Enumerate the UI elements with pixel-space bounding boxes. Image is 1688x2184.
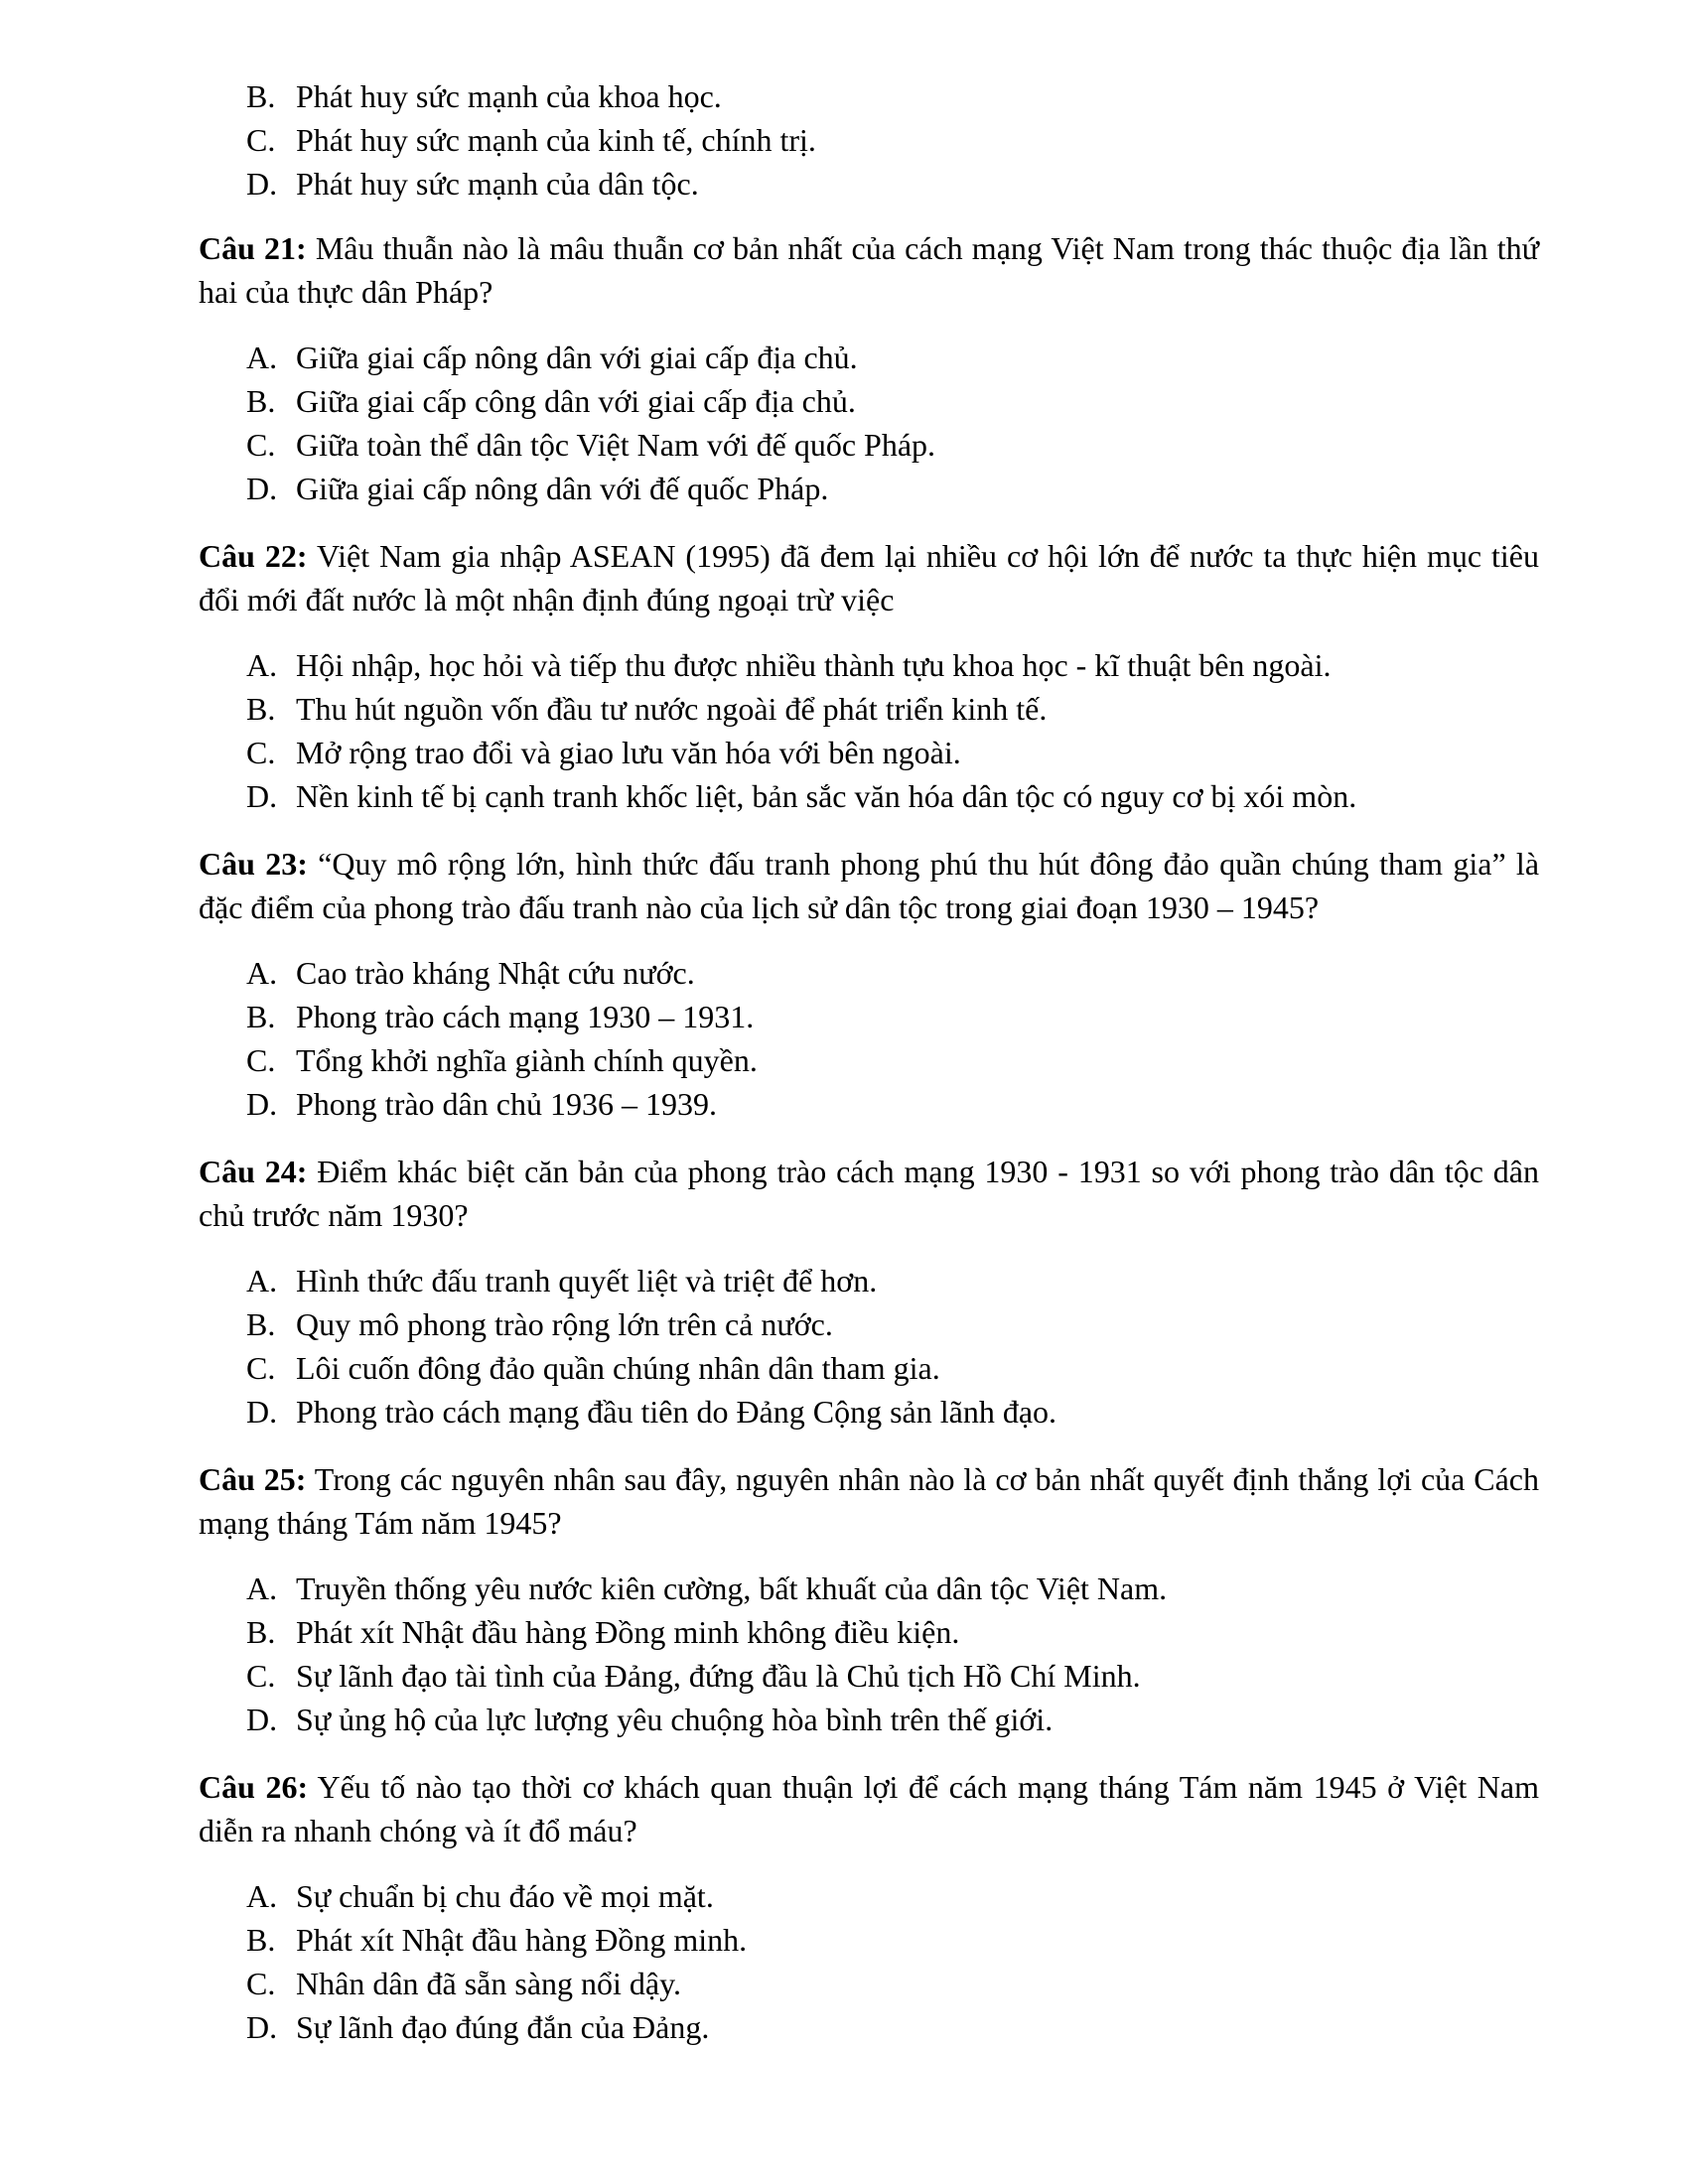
option-text: Nền kinh tế bị cạnh tranh khốc liệt, bản sắc văn hóa dân tộc có nguy cơ bị xói mòn. — [296, 778, 1357, 814]
option-letter: C. — [246, 122, 276, 158]
intro-option-list — [246, 74, 1537, 205]
question-label: Câu 25: — [199, 1461, 307, 1497]
option-d — [246, 467, 1539, 510]
option-letter: C. — [246, 1042, 276, 1078]
option-a — [246, 1567, 1539, 1610]
question-22 — [199, 534, 1539, 818]
option-letter: A. — [246, 340, 278, 375]
option-d — [246, 774, 1539, 818]
option-text: Sự ủng hộ của lực lượng yêu chuộng hòa bình trên thế giới. — [296, 1702, 1054, 1737]
option-d — [246, 1390, 1539, 1433]
question-text — [199, 534, 1539, 621]
option-letter: D. — [246, 471, 278, 506]
option-c — [246, 423, 1539, 467]
option-letter: C. — [246, 1966, 276, 2001]
option-a — [246, 1259, 1539, 1302]
question-text — [199, 226, 1539, 314]
option-text: Hội nhập, học hỏi và tiếp thu được nhiều thành tựu khoa học - kĩ thuật bên ngoài. — [296, 647, 1332, 683]
question-label: Câu 21: — [199, 230, 307, 266]
option-letter: B. — [246, 383, 276, 419]
option-text: Phát huy sức mạnh của khoa học. — [296, 78, 722, 114]
question-text — [199, 1457, 1539, 1545]
question-label: Câu 23: — [199, 846, 308, 882]
question-text — [199, 842, 1539, 929]
option-text: Hình thức đấu tranh quyết liệt và triệt để hơn. — [296, 1263, 878, 1298]
option-letter: C. — [246, 1658, 276, 1694]
question-24 — [199, 1150, 1539, 1433]
option-c — [246, 1654, 1539, 1698]
option-text: Giữa giai cấp nông dân với giai cấp địa chủ. — [296, 340, 858, 375]
option-letter: A. — [246, 1878, 278, 1914]
option-letter: D. — [246, 2009, 278, 2045]
option-letter: B. — [246, 1614, 276, 1650]
option-letter: C. — [246, 427, 276, 463]
question-body: Mâu thuẫn nào là mâu thuẫn cơ bản nhất của cách mạng Việt Nam trong thác thuộc địa lần thứ hai của thực dân Pháp? — [199, 230, 1540, 310]
option-letter: D. — [246, 1702, 278, 1737]
question-body: Điểm khác biệt căn bản của phong trào cách mạng 1930 - 1931 so với phong trào dân tộc dân chủ trước năm 1930? — [199, 1154, 1540, 1233]
option-c — [246, 731, 1539, 774]
option-d — [246, 1698, 1539, 1741]
question-23 — [199, 842, 1539, 1126]
question-label: Câu 22: — [199, 538, 308, 574]
option-list — [246, 1567, 1539, 1741]
option-letter: D. — [246, 778, 278, 814]
option-a — [246, 951, 1539, 995]
option-text: Sự lãnh đạo đúng đắn của Đảng. — [296, 2009, 710, 2045]
question-text — [199, 1765, 1539, 1852]
option-text: Phong trào dân chủ 1936 – 1939. — [296, 1086, 717, 1122]
option-letter: C. — [246, 1350, 276, 1386]
option-text: Truyền thống yêu nước kiên cường, bất khuất của dân tộc Việt Nam. — [296, 1570, 1168, 1606]
option-letter: B. — [246, 691, 276, 727]
question-25 — [199, 1457, 1539, 1741]
option-b — [246, 1610, 1539, 1654]
option-a — [246, 643, 1539, 687]
option-b — [246, 687, 1539, 731]
question-text — [199, 1150, 1539, 1237]
question-body: Trong các nguyên nhân sau đây, nguyên nhân nào là cơ bản nhất quyết định thắng lợi của Cách mạng tháng Tám năm 1945? — [199, 1461, 1540, 1541]
option-list — [246, 643, 1539, 818]
option-d — [246, 2005, 1539, 2049]
option-letter: B. — [246, 1922, 276, 1958]
option-text: Sự chuẩn bị chu đáo về mọi mặt. — [296, 1878, 714, 1914]
question-body: “Quy mô rộng lớn, hình thức đấu tranh phong phú thu hút đông đảo quần chúng tham gia” là đặc điểm của phong trào đấu tranh nào của lịch sử dân tộc trong giai đoạn 1930 – 1945? — [199, 846, 1540, 925]
option-list — [246, 1874, 1539, 2049]
question-21 — [199, 226, 1539, 510]
option-text: Quy mô phong trào rộng lớn trên cả nước. — [296, 1306, 833, 1342]
option-letter: D. — [246, 1394, 278, 1430]
option-c — [246, 1038, 1539, 1082]
option-letter: D. — [246, 1086, 278, 1122]
question-body: Yếu tố nào tạo thời cơ khách quan thuận lợi để cách mạng tháng Tám năm 1945 ở Việt Nam diễn ra nhanh chóng và ít đổ máu? — [199, 1769, 1540, 1848]
option-text: Phát xít Nhật đầu hàng Đồng minh. — [296, 1922, 748, 1958]
option-text: Phong trào cách mạng 1930 – 1931. — [296, 999, 755, 1034]
question-26 — [199, 1765, 1539, 2049]
option-letter: D. — [246, 166, 278, 202]
option-text: Giữa giai cấp công dân với giai cấp địa chủ. — [296, 383, 856, 419]
option-letter: A. — [246, 1263, 278, 1298]
option-c — [246, 118, 1537, 162]
option-b — [246, 995, 1539, 1038]
question-body: Việt Nam gia nhập ASEAN (1995) đã đem lại nhiều cơ hội lớn để nước ta thực hiện mục tiêu đổi mới đất nước là một nhận định đúng ngoại trừ việc — [199, 538, 1540, 617]
option-a — [246, 336, 1539, 379]
option-letter: C. — [246, 735, 276, 770]
option-letter: A. — [246, 647, 278, 683]
option-a — [246, 1874, 1539, 1918]
option-letter: B. — [246, 999, 276, 1034]
option-text: Phát huy sức mạnh của dân tộc. — [296, 166, 699, 202]
option-text: Phát huy sức mạnh của kinh tế, chính trị. — [296, 122, 816, 158]
option-text: Mở rộng trao đổi và giao lưu văn hóa với bên ngoài. — [296, 735, 961, 770]
option-b — [246, 1918, 1539, 1962]
option-list — [246, 951, 1539, 1126]
option-letter: B. — [246, 78, 276, 114]
option-text: Tổng khởi nghĩa giành chính quyền. — [296, 1042, 758, 1078]
option-list — [246, 336, 1539, 510]
question-label: Câu 24: — [199, 1154, 308, 1189]
option-text: Thu hút nguồn vốn đầu tư nước ngoài để phát triển kinh tế. — [296, 691, 1048, 727]
option-letter: A. — [246, 955, 278, 991]
option-b — [246, 74, 1537, 118]
option-text: Phong trào cách mạng đầu tiên do Đảng Cộng sản lãnh đạo. — [296, 1394, 1057, 1430]
option-text: Giữa giai cấp nông dân với đế quốc Pháp. — [296, 471, 829, 506]
option-list — [246, 1259, 1539, 1433]
option-text: Giữa toàn thể dân tộc Việt Nam với đế quốc Pháp. — [296, 427, 936, 463]
option-text: Cao trào kháng Nhật cứu nước. — [296, 955, 695, 991]
option-b — [246, 379, 1539, 423]
option-d — [246, 162, 1537, 205]
option-text: Phát xít Nhật đầu hàng Đồng minh không điều kiện. — [296, 1614, 960, 1650]
option-text: Nhân dân đã sẵn sàng nổi dậy. — [296, 1966, 682, 2001]
option-d — [246, 1082, 1539, 1126]
question-label: Câu 26: — [199, 1769, 309, 1805]
option-text: Sự lãnh đạo tài tình của Đảng, đứng đầu là Chủ tịch Hồ Chí Minh. — [296, 1658, 1141, 1694]
option-c — [246, 1346, 1539, 1390]
option-text: Lôi cuốn đông đảo quần chúng nhân dân tham gia. — [296, 1350, 940, 1386]
option-letter: A. — [246, 1570, 278, 1606]
option-letter: B. — [246, 1306, 276, 1342]
option-c — [246, 1962, 1539, 2005]
option-b — [246, 1302, 1539, 1346]
